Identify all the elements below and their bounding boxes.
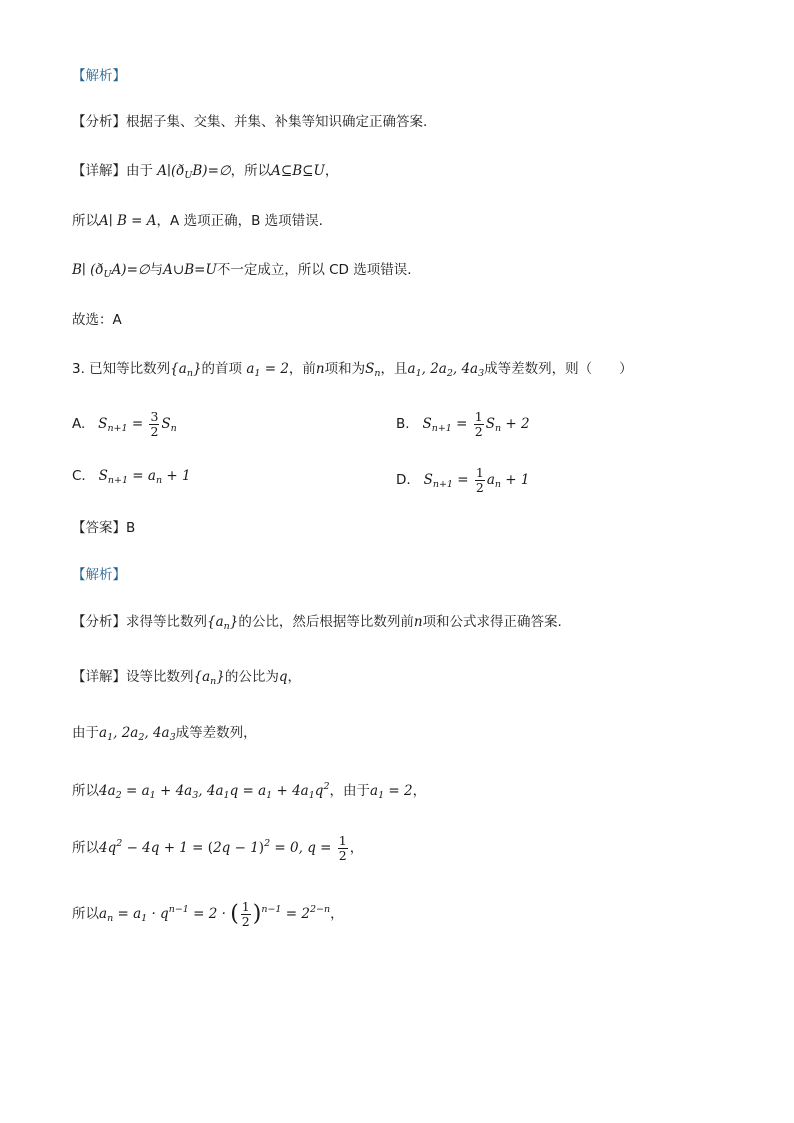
- jiexi-tag-2: 【解析】: [72, 567, 126, 583]
- fenxi-tag-2: 【分析】: [72, 614, 126, 630]
- option-c: [72, 466, 191, 491]
- line4-pre: 所以: [72, 213, 99, 229]
- xiangjie-q: q: [278, 669, 288, 685]
- fenxi-line-2: [72, 612, 562, 637]
- arith-line: [72, 723, 257, 748]
- intersection-expression: A∣ B = A: [99, 213, 157, 229]
- xiangjie-mid: ，所以: [230, 163, 272, 179]
- xiangjie-tag-2: 【详解】: [72, 669, 126, 685]
- complement-expression: B∣ $(ð_UA)=\emptyset$: [72, 262, 150, 280]
- l3-a: 所以: [72, 783, 99, 799]
- l3-b: ，由于: [329, 783, 370, 799]
- fenxi-line: [72, 112, 427, 132]
- xiangjie-pre: 由于: [126, 163, 153, 179]
- terms-expr: $a_1$, $2a_2$, $4a_3$: [407, 361, 485, 379]
- fenxi-n: n: [413, 614, 423, 630]
- option-d: [396, 466, 529, 495]
- fenxi-a: 求得等比数列: [126, 614, 207, 630]
- l5-equation: $a_n = a_1 \cdot q^{n-1} = 2$ · ( $\frac{1}{2}$ )$^{n-1} = 2^{2-n}$: [99, 899, 331, 929]
- l4-equation: $4q^2 - 4q + 1 = (2q - 1)^2 = 0$, q = $\frac{1}{2}$: [99, 833, 347, 863]
- xiangjie-tag: 【详解】: [72, 163, 126, 179]
- complement-line: [72, 260, 412, 285]
- fenxi-tag: 【分析】: [72, 114, 126, 130]
- line5-text: 不一定成立，所以 CD 选项错误.: [216, 262, 412, 278]
- stem-e: ，且: [380, 361, 408, 377]
- xiangjie-line: [72, 161, 338, 186]
- answer-value: B: [126, 520, 136, 536]
- option-b-formula: $S_{n+1}$ = $\frac{1}{2}$ $S_n + 2$: [413, 409, 530, 439]
- jiexi-tag: 【解析】: [72, 68, 126, 84]
- intersection-line: [72, 211, 323, 231]
- stem-a: 3. 已知等比数列: [72, 361, 171, 377]
- sum-sn: $S_n$: [365, 361, 381, 379]
- set-expression-1: $A∣(ð_UB)=\emptyset$: [157, 163, 231, 181]
- xiangjie-end: ，: [324, 163, 339, 179]
- stem-n: n: [315, 361, 325, 377]
- stem-b: 的首项: [201, 361, 243, 377]
- option-d-label: D.: [396, 472, 411, 488]
- stem-f: 成等差数列，则（ ）: [484, 361, 633, 377]
- fenxi-c: 项和公式求得正确答案.: [422, 614, 562, 630]
- l4-c: ，: [349, 840, 364, 856]
- fenxi-sequence: $\{a_n\}$: [207, 614, 239, 632]
- xiangjie-sequence: $\{a_n\}$: [193, 669, 225, 687]
- option-c-label: C.: [72, 468, 86, 484]
- answer-tag: 【答案】: [72, 520, 126, 536]
- equation-line: [72, 777, 426, 806]
- xiangjie-line-2: [72, 667, 301, 692]
- fenxi-text: 根据子集、交集、并集、补集等知识确定正确答案.: [126, 114, 428, 130]
- option-b-label: B.: [396, 416, 410, 432]
- l3-a1: $a_1 = 2$: [370, 783, 413, 801]
- sequence-an: $\{a_n\}$: [170, 361, 202, 379]
- l5-a: 所以: [72, 906, 99, 922]
- line4-text: ，A 选项正确，B 选项错误.: [156, 213, 323, 229]
- xiangjie-a: 设等比数列: [126, 669, 194, 685]
- xiangjie-c: ，: [287, 669, 302, 685]
- stem-d: 项和为: [324, 361, 366, 377]
- l2-a: 由于: [72, 725, 99, 741]
- l3-c: ，: [412, 783, 427, 799]
- stem-c: ，前: [288, 361, 316, 377]
- jiexi-heading-2: [72, 565, 126, 585]
- solve-q-line: [72, 834, 363, 863]
- first-term-expr: $a_1 = 2$: [246, 361, 289, 379]
- answer-line: [72, 518, 135, 538]
- l2-terms: $a_1$, $2a_2$, $4a_3$: [99, 725, 176, 743]
- l4-a: 所以: [72, 840, 99, 856]
- l2-b: 成等差数列，: [175, 725, 257, 741]
- option-a: [72, 410, 177, 439]
- guxuan-line: [72, 310, 122, 330]
- option-a-formula: $S_{n+1}$ = $\frac{3}{2}$ $S_n$: [89, 409, 177, 439]
- fenxi-b: 的公比，然后根据等比数列前: [238, 614, 414, 630]
- xiangjie-b: 的公比为: [224, 669, 279, 685]
- question-3-stem: [72, 359, 633, 384]
- guxuan-text: 故选：A: [72, 312, 122, 328]
- set-expression-2: A⊆B⊆U: [271, 163, 325, 179]
- l3-equation: $4a_2 = a_1 + 4a_3$, $4a_1q = a_1 + 4a_1q^2$: [99, 781, 330, 801]
- general-term-line: [72, 900, 344, 929]
- option-b: [396, 410, 530, 439]
- jiexi-heading: [72, 66, 126, 86]
- union-expression: A∪B=U: [163, 262, 217, 278]
- option-c-formula: $S_{n+1} = a_n + 1$: [90, 468, 191, 486]
- line5-mid: 与: [149, 262, 164, 278]
- l5-c: ，: [330, 906, 344, 922]
- option-a-label: A.: [72, 416, 86, 432]
- option-d-formula: $S_{n+1}$ = $\frac{1}{2}$ $a_n + 1$: [414, 465, 530, 495]
